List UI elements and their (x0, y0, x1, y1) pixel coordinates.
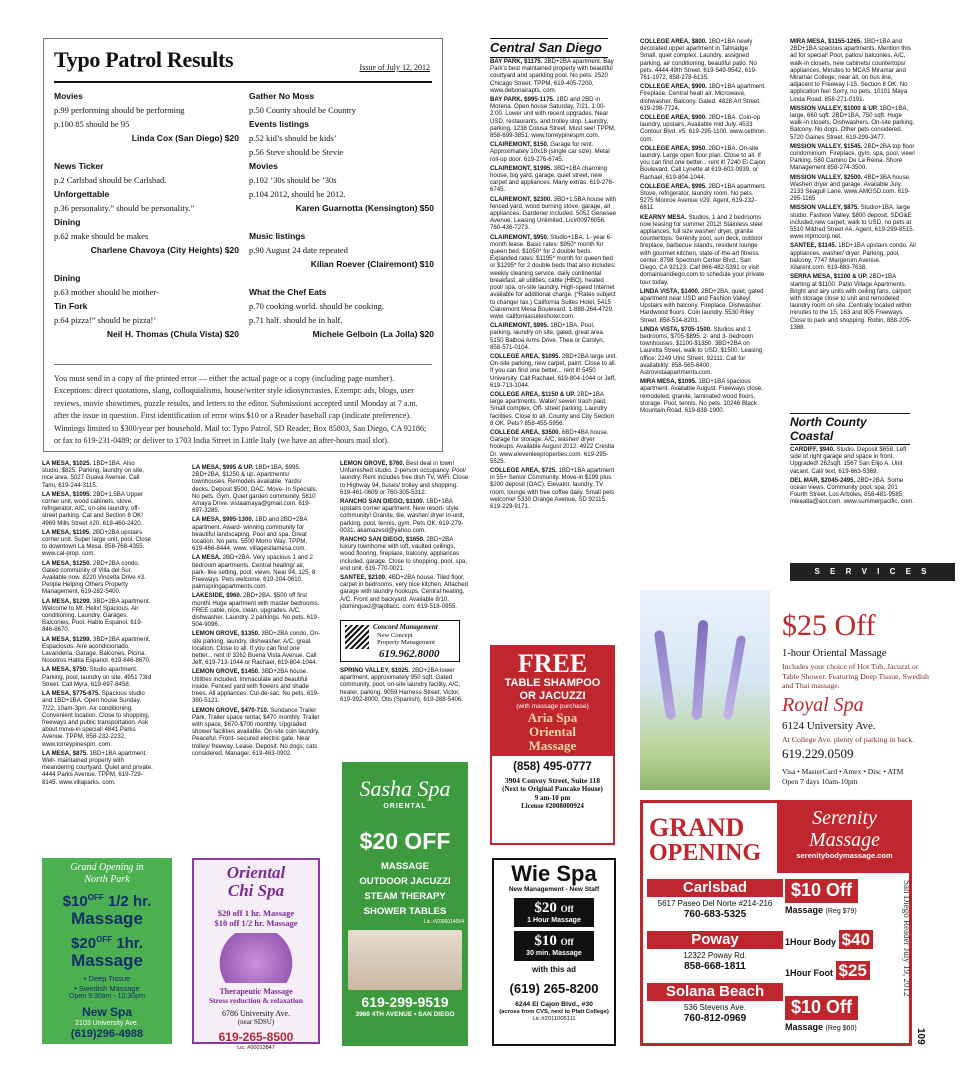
royal-location: At College Ave. plenty of parking in back. (782, 735, 915, 744)
serenity-name1: Serenity (812, 807, 877, 829)
royal-spa-ad (640, 590, 940, 790)
listing-item: MISSION VALLEY, $1545. 2BD+2BA top floor condominium. Fireplace, gym, spa, pool, view! Parking. 580 Camino De La Reina. Shore Management 858-274-3500. (790, 142, 915, 172)
page-footer-dateline: San Diego Reader July 19, 2012 (902, 880, 912, 997)
typo-winner: Karen Guarnotta (Kensington) $50 (295, 203, 434, 213)
typo-heading: Unforgettable (54, 189, 110, 199)
listing-item: LEMON GROVE, $1450. 3BD+2BA house. Utilities included. Immaculate and beautiful inside. Fenced yard with flowers and shade trees. All appliances. Cul-de-sac. No pets. 619-390-5121. (192, 668, 320, 705)
location-phone: 858-668-1811 (684, 960, 746, 972)
wie-address: 6244 El Cajon Blvd., #30 (515, 1000, 593, 1008)
newspa-head2: North Park (84, 874, 130, 886)
serenity-grand: GRAND (649, 813, 745, 842)
serenity-offers (785, 879, 909, 1033)
location-phone: 760-812-0969 (683, 1012, 747, 1024)
royal-phone: 619.229.0509 (782, 746, 854, 761)
listing-item: LA MESA, $750. Studio apartment. Parking, pool, laundry on site. 4951 73rd Street. Call Myra, 619-697-8458. (42, 666, 152, 688)
listing-item: RANCHO SAN DIEGO, $1100. 1BD+1BA upstairs corner apartment. New resort- style community! Granite, tile, washer/ dryer in-unit, parking, pool, tennis, gym. Pets OK. 619-279-0031, akamazesd@yahoo.com. (340, 498, 465, 534)
chi-spa-ad (192, 858, 320, 1051)
listing-column-3 (340, 460, 470, 620)
sasha-phone: 619-299-9519 (361, 993, 449, 1010)
listing-item: CLAIREMONT, $150. Garage for rent. Approximately 10x18 (single car size). Metal roll-up door. 619-276-6745. (490, 141, 610, 163)
listing-item: LA MESA, $1095. 2BD+1.5BA Upper corner unit, wood cabinets, stove, refrigerator, A/C, on-site laundry, off- street parking. Cat and Section 8 OK! 4969 Mills Street #20. 619-460-2420. (42, 490, 143, 527)
listing-item: LEMON GROVE, $1350. 3BD+2BA condo. On-site parking, laundry, dishwasher, A/C, great location. Close to all. If you can find one better... rent it! 3262 Buena Vista Avenue. Call Jeff, 619-713-1044 or Rachael, 619-804-1044. (192, 630, 320, 667)
typo-winner: Kilian Roever (Clairemont) $10 (310, 259, 434, 269)
sasha-line2: OUTDOOR JACUZZI (359, 876, 451, 888)
sasha-line4: SHOWER TABLES (363, 906, 447, 918)
typo-heading: Events listings (249, 119, 309, 129)
typo-line (54, 145, 239, 159)
typo-line (54, 257, 239, 271)
typo-rules: You must send in a copy of the printed error — either the actual page or a copy (including page number). Exceptions: direct quotations, slang, colloquialisms, house/writer style idiosyncrasies. Exempt: ads, blogs, user reviews, movie showtimes, puzzle results, and letters to the editor. Submissions accepted until Monday at 7 a.m. after the issue in question. First identification of error wins $10 or a Reader baseball cap (indicate preference). Winnings limited to $300/year per household. Mail to: Typo Patrol, SD Reader, Box 85803, San Diego, CA 92186; or fax to 619-231-0489; or deliver to 1703 India Street in Little Italy (we have an after-hours mail slot). (54, 364, 432, 447)
typo-right-column (249, 89, 434, 341)
chi-name1: Oriental (226, 863, 286, 882)
listing-item: COLLEGE AREA, $725. 1BD+1BA apartment in 55+ Senior Community. Move-in $199 plus $200 deposit (OAC). Elevator, laundry, TV room, lounge with free coffee daily. Small pets welcome! 5330 Orange Avenue, SD 92115. 619-229-9171. (490, 466, 615, 510)
listing-item: CLAIREMONT, $995. 1BD+1BA. Pool, parking, laundry on site, gated, great area. 5150 Balboa Arms Drive. Thea or Carolyn, 858-571-0104. (490, 322, 605, 351)
serenity-offer1-desc: Massage (785, 904, 824, 915)
chi-phone: 619-265-8500 (218, 1029, 294, 1044)
serenity-offer4: $10 Off (785, 996, 858, 1020)
listing-item: LA MESA, $875. 1BD+1BA apartment. Well- maintained property with meandering courtyard. Quiet and private. 4444 Parks Avenue. TPPM, 619-729-8145. www.villaparks. com. (42, 749, 153, 786)
serenity-offer1-reg: (Reg $79) (825, 907, 857, 915)
location-address: 12322 Poway Rd. (683, 950, 747, 960)
listing-item: COLLEGE AREA, $1095. 2BD+2BA large unit. On-site parking, new carpet, paint. Close to all. If you can find one better... rent it! 5450 University. Call Rachael, 619-804-1044 or Jeff, 619-713-1044. (490, 352, 617, 389)
typo-line: p.63 mother should be mother- (54, 287, 159, 297)
listing-item: MIRA MESA, $1095. 1BD+1BA spacious apartment. Available August. Freeways close, remodeled, granite, laminated wood floors, storage. Pool, tennis. No pets. 10246 Black Mountain Road. 619-838-1900. (640, 378, 763, 414)
listing-item: LEMON GROVE, $470-710. Sundance Trailer Park. Trailer space rental, $470 monthly. Trailer with space, $670-$700 monthly. Upgraded shower facilities available. On-site coin laundry. Peaceful. Front- secured electric gate. Near trolley/ freeway. Lease. Deposit. No dogs; cats considered. Manager, 619-463-0902. (192, 706, 320, 757)
listing-item: CLAIREMONT, $950. Studio+1BA. 1- year 6- month lease. Basic rates: $950* month for queen bed. $1050* for 2 double beds. Expanded rates: $1195* month for queen bed or $1295* for 2 double beds that also includes: weekly cleaning service, daily continental breakfast, all utilities, cable (HBO), heated pool/ spa, on-site laundry. High-speed Internet available for additional charge. (*Rates subject to change/ tax.) California Suites Hotel, 5415 Clairemont Mesa Boulevard. 1-888-264-4729. www. californiasuiteshotel.com. (490, 233, 616, 320)
section-header-north-county: North County Coastal (790, 413, 910, 445)
listing-item: DEL MAR, $2045-2495. 2BD+2BA. Some ocean views. Community pool, spa. 201 Fourth Street. Los Arboles, 858-481-9585; mikeatla@aol.com. www.summerpacific. com. (790, 476, 915, 506)
listing-item: LAKESIDE, $960. 2BD+2BA. $500 off first month! Huge apartment with master bedrooms. FREE cable, nice, clean, upgrades. A/C, dishwasher. Laundry. 2 parkings. No pets. 619-504-9096. (192, 592, 320, 629)
typo-line: p.90 August 24 date repeated (249, 245, 348, 255)
listing-column-1 (42, 460, 154, 805)
typo-heading: Movies (54, 91, 83, 101)
typo-line: p.52 kid’s should be kids’ (249, 133, 337, 143)
location-phone: 760-683-5325 (683, 908, 747, 920)
sasha-line1: MASSAGE (380, 861, 430, 873)
serenity-offer2-price: $40 (839, 930, 873, 949)
typo-line: p.104 2012, should be 2012. (249, 189, 346, 199)
wie-spa-ad (492, 858, 616, 1046)
typo-heading: Dining (54, 217, 81, 227)
aria-note: (with massage purchase) (516, 703, 589, 710)
wie-license: Lic.#2011005111 (532, 1015, 576, 1022)
typo-heading: What the Chef Eats (249, 287, 327, 297)
newspa-head1: Grand Opening in (70, 862, 144, 873)
section-header-central: Central San Diego (490, 38, 608, 58)
aria-spa-ad (490, 645, 615, 845)
chi-license: Lic. #00012847 (237, 1044, 275, 1051)
listing-item: RANCHO SAN DIEGO, $1650. 2BD+2BA luxury townhome with loft, vaulted ceilings, wood flooring, fireplace, balcony, appliances included, garage. Close to shopping, pool, spa, end unit. 619-770-0021. (340, 536, 468, 572)
lavender-photo (640, 590, 770, 790)
sasha-spa-ad (342, 762, 468, 1046)
royal-address: 6124 University Ave. (782, 720, 876, 732)
page-number: 109 (915, 1028, 926, 1045)
chi-stress: Stress reduction & relaxation (209, 996, 303, 1006)
location-address: 536 Stevens Ave. (683, 1002, 747, 1012)
typo-line: p.99 performing should be performing (54, 105, 185, 115)
divider (54, 81, 432, 83)
royal-description: Includes your choice of Hot Tub, Jacuzzi or Table Shower. Featuring Deep Tissue, Swedish and Thai massage. (782, 662, 929, 690)
listing-item: COLLEGE AREA, $800. 1BD+1BA newly decorated upper apartment in Talmadge. Small, quiet complex. Laundry, assigned parking, air conditioning, beautiful patio. No pets. 4444 49th Street. 619-549-9542, 619-761-1972, 858-278-6135. (640, 38, 757, 82)
listing-item: LA MESA, $775-875. Spacious studio and 1BD+1BA. Open house Sunday, 7/22, 10am-3pm. Air conditioning. Convenient location. Close to shopping, freeways and public transportation. Ask about move-in special! 4841 Parks Avenue. TPPM, 858-232-2232, www.torreypinespm. com. (42, 690, 150, 748)
typo-winner: Linda Cox (San Diego) $20 (131, 133, 239, 143)
royal-hours: Open 7 days 10am-10pm (782, 777, 858, 786)
location-city: Poway (647, 931, 783, 949)
newspa-massage1: Massage (71, 909, 143, 929)
listing-item: BAY PARK, $1175. 2BD+2BA apartment. Bay Park's best maintained property with beautiful courtyard and sparkling pool. No pets. 2520 Chicago Street. TPPM, 619-405-7200, www.debonairapts. com. (490, 58, 614, 94)
serenity-location (647, 931, 783, 973)
listing-item: MISSION VALLEY, $1000 & UP. 1BD+1BA, large, 660 sqft. 2BD+1BA, 750 sqft. Huge walk-in closets. Dishwashers. On-site parking. Balcony. No dogs. Other pets considered. 5720 Gaines Street. 619-299-3477. (790, 104, 915, 141)
typo-line: p.62 make should be makes (54, 231, 149, 241)
listing-item: COLLEGE AREA, $900. 1BD+1BA apartment. Fireplace. Central heat/ air. Microwave, dishwasher. Balcony. Gated. 4828 Art Street. 619-298-7724. (640, 83, 766, 112)
listing-item: SERRA MESA, $1100 & UP. 2BD+1BA starting at $1100. Patio Village Apartments. Bright and airy units with ceiling fans, carport with storage close to unit and remodeled laundry room on site. Centrally located within minutes to the 15, 163 and 805 Freeways. Close to park and shopping. Robin, 888-205-1388. (790, 273, 912, 331)
serenity-offer3-label: 1Hour Foot (785, 968, 833, 979)
typo-line: p.71 half. should be in half. (249, 315, 343, 325)
aria-name2: Oriental (529, 723, 576, 739)
typo-heading: Music listings (249, 231, 306, 241)
aria-line2: OR JACUZZI (519, 690, 586, 702)
listing-item: COLLEGE AREA, $1150 & UP. 2BD+1BA large apartments. Water/ sewer/ trash paid. Small complex. Off- street parking. Laundry facilities. Close to all. County and City Section 8 OK. Pets? 858-455-5956. (490, 390, 614, 427)
listing-column-3b (340, 667, 470, 707)
newspa-b1: • Deep Tissue (83, 974, 131, 984)
typo-line: p.36 personality.” should be personality.” (54, 203, 195, 213)
aria-line1: TABLE SHAMPOO (504, 677, 601, 689)
sasha-line3: STEAM THERAPY (364, 891, 446, 903)
wie-with-ad: with this ad (532, 964, 576, 974)
serenity-ad (640, 800, 912, 1046)
typo-line: p.70 cooking world. should be cooking. (249, 301, 385, 311)
typo-patrol-box (43, 38, 443, 452)
listing-item: SANTEE, $2100. 4BD+2BA house. Tiled floor, carpet in bedrooms, very nice kitchen. Attached garage with laundry hookups. Central heating, A/C. Front and backyard. Available 8/10. jdominguez@lajollacc. com. 619-518-0955. (340, 574, 469, 610)
listing-item: LA MESA, $995 & UP. 1BD+1BA, $995. 2BD+2BA, $1250 & up. Apartments/ townhouses. Remodels available. Yards/ decks. Deposit $500, OAC. Move- In Specials. No pets. Gym. Quiet garden community. 5810 Amaya Drive. vistaamaya@gmail.com. 619-697-3285. (192, 464, 318, 515)
newspa-hours: Open 9:30am - 10:30pm (69, 992, 145, 1000)
chi-offer1: $20 off 1 hr. Massage (217, 908, 295, 918)
location-address: 5617 Paseo Del Norte #214-216 (657, 899, 773, 908)
listing-item: LINDA VISTA, $705-1500. Studios and 1 bedrooms, $705-$895. 2- and 3- bedroom townhouses, $1100-$1350. 3BD+2BA on Lauretta Street, walk to USD, $1500. Leasing office: 2249 Ulric Street, 92111. Call for availability: 858-565-6400. Astrovistaapartments.com. (640, 325, 763, 376)
typo-line: p.64 pizza!” should be pizza!’ (54, 315, 157, 325)
typo-winner: Michele Gelboin (La Jolla) $20 (312, 329, 434, 339)
serenity-offer4-desc: Massage (785, 1021, 824, 1032)
listing-item: LA MESA, $1025. 1BD+1BA. Also studio, $825. Parking, laundry on site, nice area. 5027 Guava Avenue. Call Tami, 619-244-3115. (42, 460, 144, 489)
serenity-name2: Massage (808, 829, 881, 851)
typo-winner: Charlene Chavoya (City Heights) $20 (90, 245, 239, 255)
listing-item: MISSION VALLEY, $875. Studio+1BA, large studio. Fashion Valley. $800 deposit, SDG&E included,new carpet, walk to USD, no pets at 5510 Mildred Street #A. Agent, 619-299-8515. www.mpmcorp.net. (790, 204, 915, 241)
massage-photo (348, 930, 462, 990)
serenity-offer4-reg: (Reg $60) (825, 1024, 857, 1032)
typo-line: p.50 County should be Country (249, 105, 356, 115)
wie-desc-2: 30 min. Massage (526, 950, 582, 958)
concord-line3: Property Management (377, 639, 435, 646)
newspa-phone: (619)296-4988 (70, 1028, 144, 1041)
wie-desc-1: 1 Hour Massage (527, 916, 581, 924)
listing-item: COLLEGE AREA, $995. 2BD+1BA apartment. Stove, refrigerator, laundry room. No pets. 5275 Monroe Avenue #29. Agent, 619-232-6811. (640, 182, 766, 212)
sasha-off: $20 OFF (359, 828, 451, 855)
sasha-address: 3960 4TH AVENUE • SAN DIEGO (355, 1010, 455, 1018)
concord-ad (340, 620, 460, 662)
listing-item: SPRING VALLEY, $1025. 2BD+2BA lower apartment, approximately 950 sqft. Gated community, pool, on-site laundry facility, A/C, heater, parking. 9059 Harness Street. Victor, 619-992-8000. Otis (Spanish), 619-288-5406. (340, 667, 463, 703)
listing-item: CLAIREMONT, $2300. 3BD+1.5BA house with fenced yard, wood burning stove, garage, all appliances. Gardener included. 5052 Genesee Avenue. Leasing Unlimited, Lic#00976056. 760-436-7273. (490, 195, 617, 232)
newspa-off1: $10 (62, 893, 88, 911)
listing-column-4 (490, 58, 617, 638)
wie-price-1: $20 (534, 899, 557, 916)
listing-item: COLLEGE AREA, $950. 2BD+1BA. On-site laundry. Large open floor plan. Close to all. If you can find one better... rent it! 7240 El Cajon Boulevard. Call Lynette at 619-602-0939, or Rachael, 619-804-1044. (640, 144, 766, 181)
services-header: S E R V I C E S (790, 563, 955, 581)
royal-offer: 1-hour Oriental Massage (782, 648, 887, 659)
serenity-location (647, 983, 783, 1025)
typo-line: p.2 Carlsbad should be Carlsbad. (54, 175, 167, 185)
location-city: Solana Beach (647, 983, 783, 1001)
wie-cross: (across from CVS, next to Platt College) (499, 1008, 609, 1015)
listing-item: LEMON GROVE, $760. Best deal in town! Unfurnished studio. 2-person occupancy. Pool/ laundry. Rent includes free dish TV, WiFi. Close to Highway 94, buses/ trolley and shopping. 619-461-0609 or 760-305-5312. (340, 460, 469, 496)
concord-name: Concord Management (373, 623, 438, 631)
typo-line: p.56 Steve should be Stevie (249, 147, 344, 157)
serenity-location (647, 879, 783, 921)
typo-left-column (54, 89, 239, 341)
aria-hours: 9 am-10 pm (534, 793, 571, 802)
royal-cards: Visa • MasterCard • Amex • Disc • ATM (782, 767, 904, 776)
typo-title: Typo Patrol Results (54, 47, 234, 72)
aria-phone: (858) 495-0777 (513, 760, 592, 773)
serenity-url: serenitybodymassage.com (796, 851, 893, 860)
typo-line: p.102 ’30s should be ’30s (249, 175, 337, 185)
typo-heading: Movies (249, 161, 278, 171)
serenity-offer1: $10 Off (785, 879, 858, 903)
listing-column-2 (192, 464, 320, 844)
listing-item: COLLEGE AREA, $900. 2BD+1BA. Coin-op laundry, upstairs, Available mid July. 4533 Contour Blvd. #5. 619-295-1100. www.cethron. com. (640, 114, 767, 143)
wie-sub: New Management - New Staff (508, 886, 600, 893)
listing-column-6 (790, 38, 917, 398)
listing-item: LA MESA, $1299. 3BD+2BA apartment. Espaciosos. Aire acondicionado. Lavanderia. Garage. Balcones. Picina. Nosotros Habla Espanol. 619-846-8670. (42, 635, 151, 665)
serenity-locations (647, 879, 783, 1035)
listing-item: LA MESA, $1250. 2BD+2BA condo. Gated community of Villa del Sur. Available now. 8220 Vincetta Drive #3. People Helping Others Property Management, 619-282-5400. (42, 559, 146, 596)
flower-graphic (204, 933, 308, 983)
aria-free: FREE (517, 649, 588, 678)
aria-license: License #2008000924 (521, 802, 584, 811)
concord-line2: New Concept (377, 632, 413, 639)
typo-winner: Neil H. Thomas (Chula Vista) $20 (106, 329, 239, 339)
listing-item: COLLEGE AREA, $3500. 6BD+4BA house. Garage for storage. A/C, washer/ dryer hookups. Available August 2012. 4922 Crestia Dr. www.elevenleeproperties.com. 619-295-5525. (490, 428, 615, 465)
aria-cross: (Next to Original Pancake House) (502, 785, 603, 794)
newspa-b2: • Swedish Massage (74, 983, 140, 993)
listing-item: CARDIFF, $940. Studio. Deposit $658. Left side of right garage and space in front. Upgraded! 262sqft. 1567 San Elijo A. Unit vacant. Call/ text, 619-663-5369. (790, 446, 907, 475)
listing-item: LA MESA. 2BD+2BA. Very spacious 1 and 2 bedroom apartments. Central heating/ air, park- like setting, pool, views. Near 94, 125, 8 Freeways. Pets welcome. 619-204-0610. palmspringapartments.com. (192, 554, 316, 591)
typo-line (249, 215, 434, 229)
location-city: Carlsbad (647, 879, 783, 897)
typo-heading: Tin Fork (54, 301, 88, 311)
typo-heading: Dining (54, 273, 81, 283)
newspa-name: New Spa (81, 1005, 132, 1020)
serenity-offer2-label: 1Hour Body (785, 937, 837, 948)
aria-name3: Massage (528, 737, 577, 753)
wie-phone: (619) 265-8200 (509, 980, 599, 996)
chi-near: (near SDSU) (237, 1018, 275, 1027)
newspa-address: 2103 University Ave. (75, 1019, 139, 1027)
listing-column-6b (790, 446, 917, 526)
listing-item: MIRA MESA, $1155-1265. 1BD+1BA and 2BD+1BA spacious apartments. Mention this ad for special! Pool, patios/ balconies, A/C, walk-in closets, new cabinets/ countertops/ appliances. Minutes to MCAS Miramar and Miramar College; near all, on bus line, adjacent to Freeway I-15. Section 8 OK. No application fee! Sorry, no pets. 10101 Maya Linda Road. 858-271-0191. (790, 38, 911, 103)
newspa-off2: $20 (71, 935, 97, 953)
listing-item: LINDA VISTA, $1400. 2BD+2BA, quiet, gated apartment near USD and Fashion Valley! Upstairs with balcony. Fireplace. Dishwasher. Hardwood floors. Coin laundry. 5530 Riley Street. 858-514-8201. (640, 287, 764, 324)
royal-price: $25 Off (782, 609, 876, 642)
listing-item: MISSION VALLEY, $2500. 4BD+3BA house. Washer/ dryer and garage. Available July. 2133 Seagull Lane. www.AMGSD.com. 619-295-1165 (790, 173, 911, 203)
aria-address: 3904 Convoy Street, Suite 118 (504, 775, 601, 785)
typo-issue: Issue of July 12, 2012 (359, 63, 430, 72)
sasha-license: Lic. #Z006014054 (423, 919, 464, 926)
sasha-sub: ORIENTAL (383, 802, 427, 810)
sasha-name: Sasha Spa (359, 776, 451, 801)
wie-off-2: Off (560, 937, 574, 948)
listing-item: CLAIREMONT, $1995. 3BD+1BA charming house, big yard, garage, quiet street, new carpet and appliances. Many extras. 619-276-6745. (490, 164, 614, 194)
serenity-brand-box (777, 803, 912, 873)
wie-off-1: Off (560, 903, 574, 914)
listing-item: SANTEE, $1145. 1BD+1BA upstairs condo. All appliances, washer/ dryer. Parking, pool, balcony. 7747 Margerum Avenue. Xilarent.com. 619-683-7638. (790, 242, 916, 272)
listing-item: LA MESA, $1299. 3BD+2BA apartment. Welcome to Mt. Helix! Spacious. Air conditioning. Laundry. Garages. Balconies. Pool. Hablo Espanol. 619-846-8670. (42, 597, 151, 634)
serenity-opening: OPENING (649, 840, 762, 866)
listing-item: LA MESA, $995-1300. 1BD and 2BD+2BA apartment. Award- winning community for beautiful landscaping. Pool and spa. Great location. No pets. 5500 Morro Way. TPPM, 619-466-8444, www. villagestlamesa.com. (192, 516, 308, 553)
chi-address: 6786 University Ave. (221, 1008, 291, 1018)
typo-heading: News Ticker (54, 161, 104, 171)
typo-heading: Gather No Moss (249, 91, 315, 101)
wie-name: Wie Spa (511, 861, 597, 886)
chi-therapeutic: Therapeutic Massage (219, 986, 293, 996)
typo-line (249, 271, 434, 285)
serenity-offer3-price: $25 (836, 961, 870, 980)
concord-logo (345, 625, 369, 649)
newspa-massage2: Massage (71, 951, 143, 971)
listing-item: LA MESA, $1195. 2BD+2BA upstairs corner unit. Super large unit, pool. Close to downtown La Mesa. 858-768-4355. www.cal-prop. com. (42, 528, 152, 558)
listing-item: BAY PARK, $995-1175. 1BD and 2BD in Morena. Open house Saturday, 7/21, 1:00-2:00. Lower unit with recent upgrades. Near USD, restaurants, and trolley stop. Laundry, parking. 1238 Colusa Street. Must see! TPPM, 858-699-3851, www.torreypinespm.com. (490, 96, 616, 140)
listing-item: KEARNY MESA. Studios, 1 and 2 bedrooms now leasing for summer 2012! Stainless steel appliances, full size washer/ dryer, granite countertops. Serenity pool, sun deck, outdoor fireplace, barbecue islands, resident lounge with gourmet kitchen, state-of-the-art fitness center. 8798 Spectrum Center Blvd., San Diego, CA 92123. Call 866-482-5391 or visit domainsandiego.com to schedule your private tour today. (640, 213, 765, 286)
typo-line: p.100 85 should be 95 (54, 119, 130, 129)
new-spa-ad: Grand Opening in North Park $\$10^{OFF}$ 1/2 hr. Massage $\$20^{OFF}$ 1hr. Massage • Deep Tissue • Swedish Massage Open 9:30am - 10:30pm New Spa 2103 University Ave. (619)296-4988 (42, 858, 172, 1044)
concord-phone: 619.962.8000 (379, 648, 440, 660)
chi-name2: Chi Spa (227, 881, 285, 900)
aria-name1: Aria Spa (527, 709, 578, 725)
chi-offer2: $10 off 1/2 hr. Massage (214, 918, 298, 929)
royal-name: Royal Spa (782, 694, 864, 716)
wie-price-2: $10 (534, 933, 557, 950)
listing-column-5 (640, 38, 767, 513)
